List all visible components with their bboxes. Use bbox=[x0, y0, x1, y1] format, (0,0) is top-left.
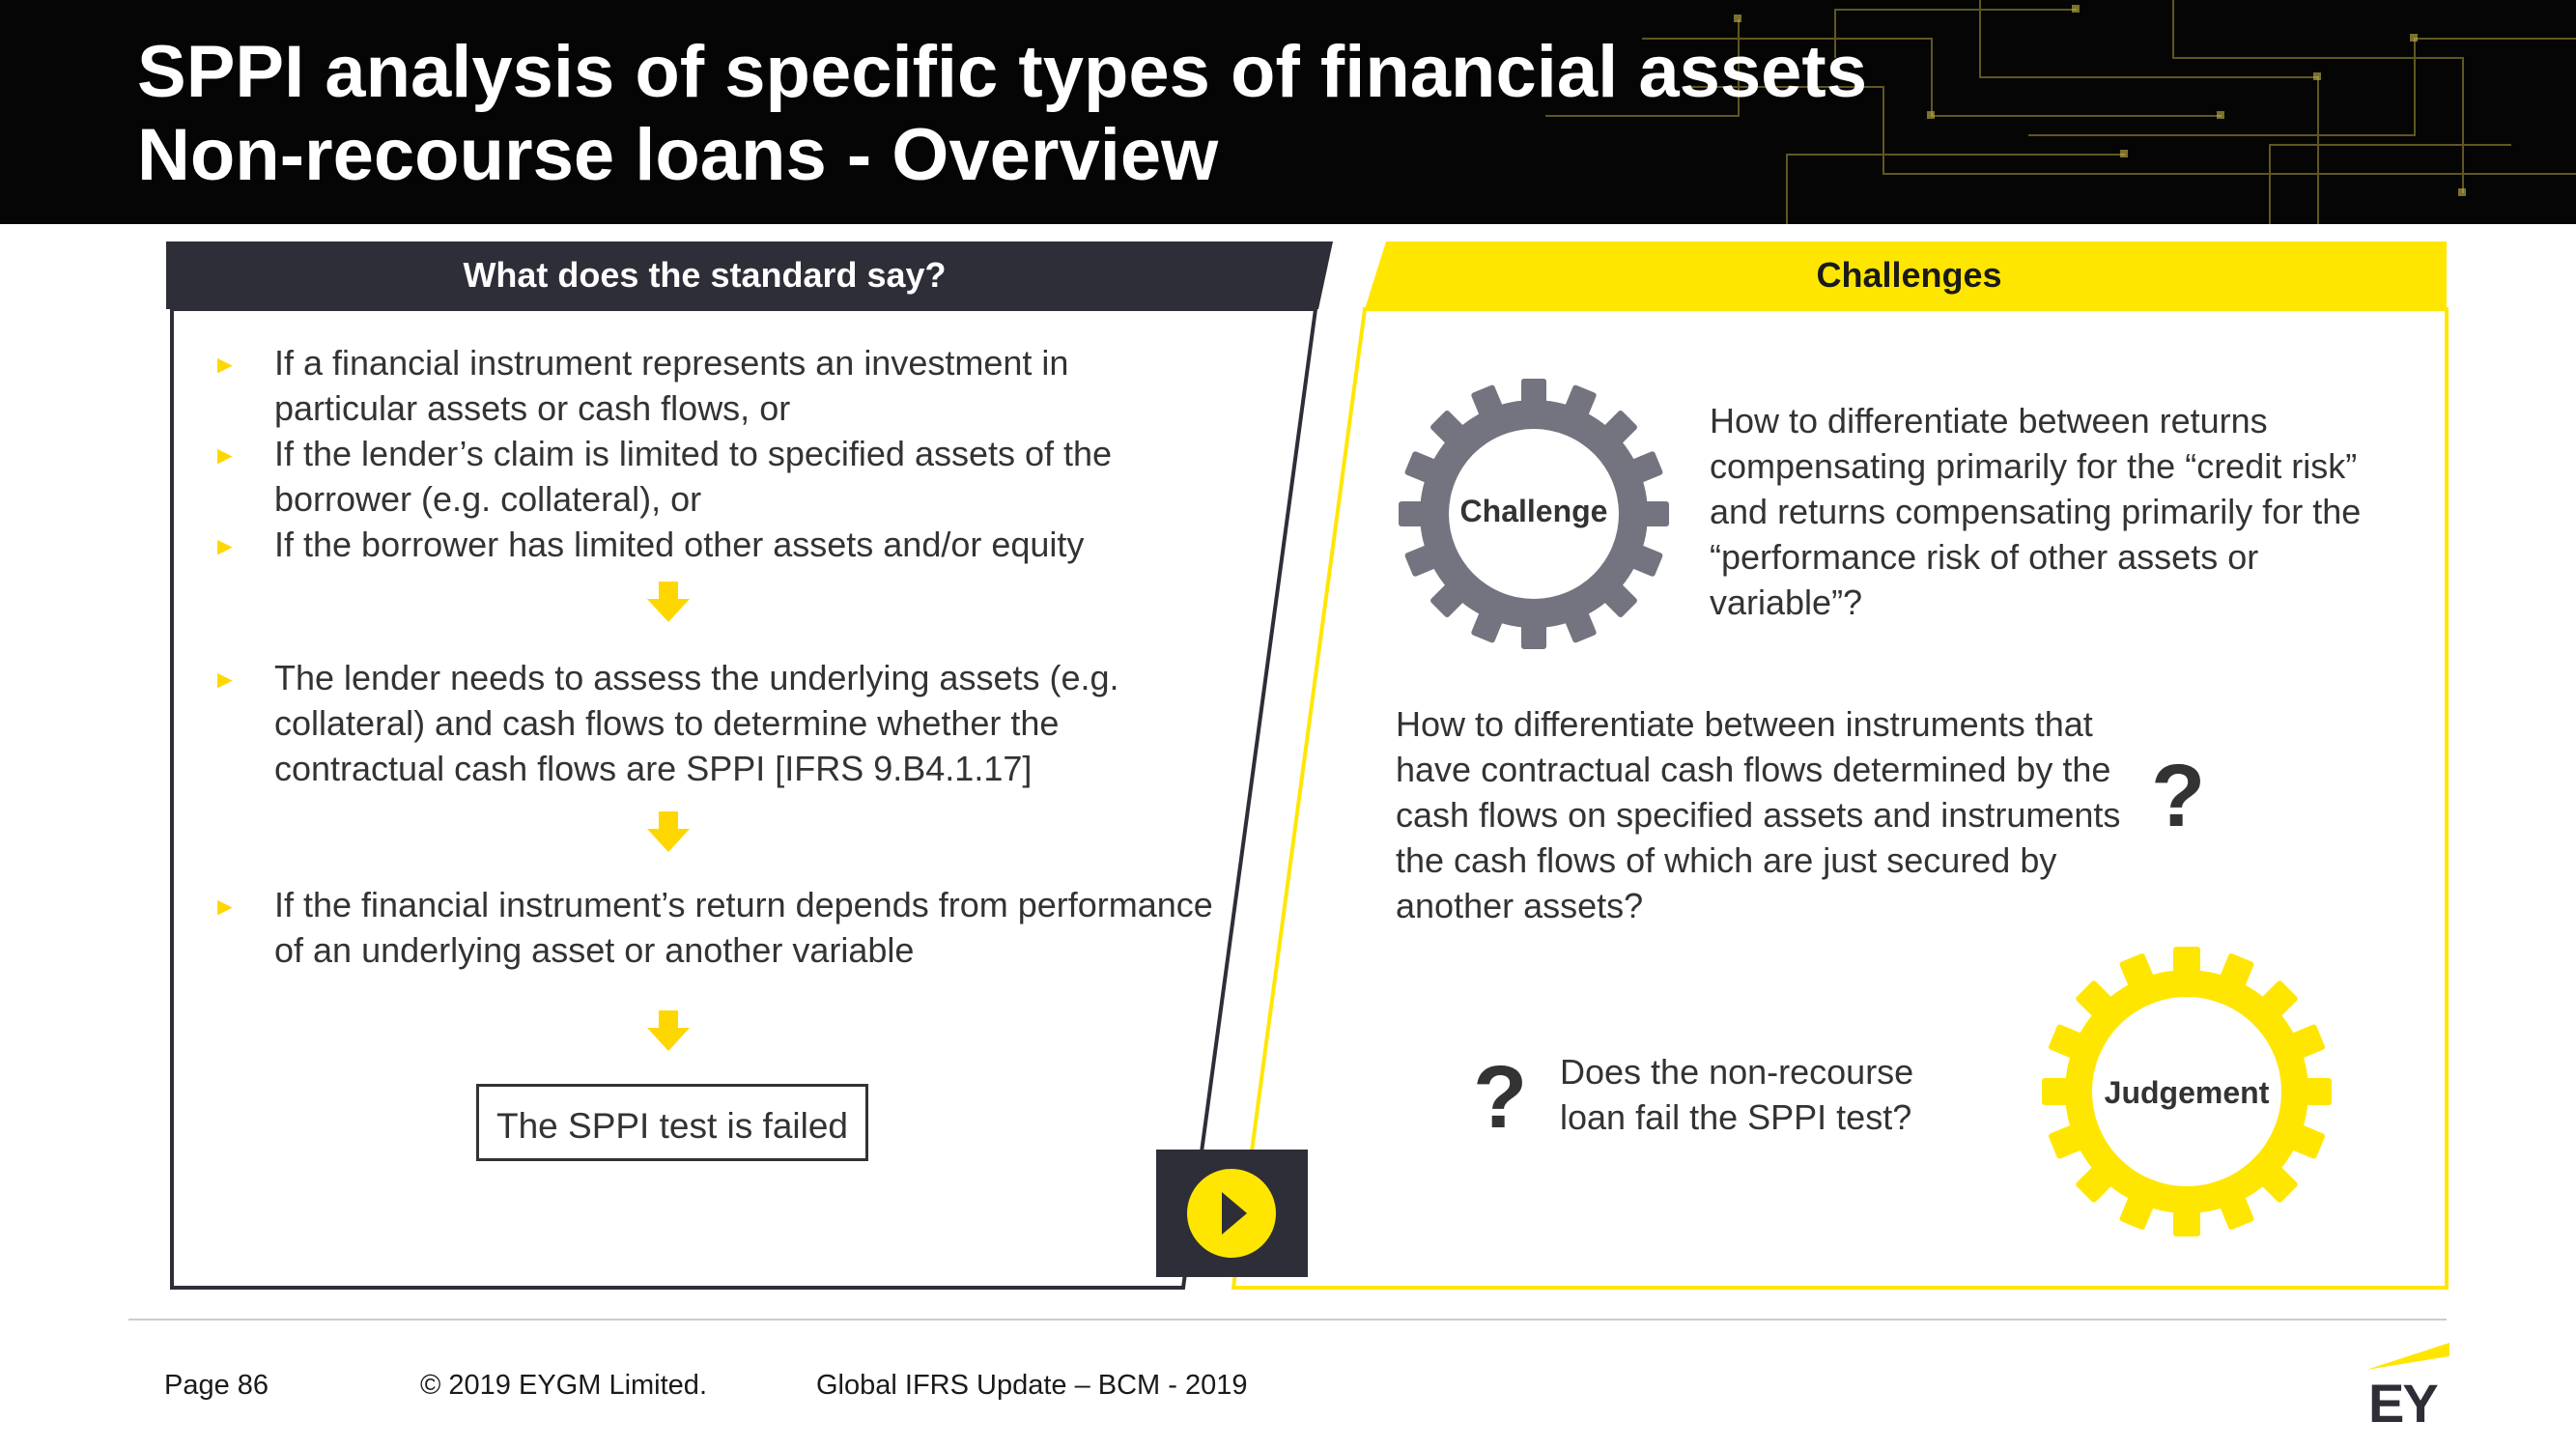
title-line-2: Non-recourse loans - Overview bbox=[137, 114, 1219, 196]
sppi-fail-question-text: Does the non-recourse loan fail the SPPI test? bbox=[1560, 1052, 1914, 1137]
down-arrow-icon bbox=[647, 582, 690, 622]
play-icon bbox=[1185, 1167, 1278, 1260]
event-name: Global IFRS Update – BCM - 2019 bbox=[816, 1370, 1248, 1401]
title-line-1: SPPI analysis of specific types of financial assets bbox=[137, 31, 1867, 113]
triangle-right-icon: ► bbox=[212, 350, 238, 379]
ey-logo-text: EY bbox=[2368, 1373, 2437, 1434]
down-arrow-icon bbox=[647, 811, 690, 852]
question-mark-icon: ? bbox=[1473, 1048, 1528, 1147]
copyright-text: © 2019 EYGM Limited. bbox=[420, 1370, 707, 1401]
ey-logo bbox=[2357, 1333, 2453, 1434]
challenge-text: How to differentiate between returns compensating primarily for the “credit risk” and returns compensating primarily for the “performance risk of other assets or variable”? bbox=[1710, 401, 2362, 622]
sppi-result-box: The SPPI test is failed bbox=[476, 1084, 868, 1161]
triangle-right-icon: ► bbox=[212, 665, 238, 694]
triangle-right-icon: ► bbox=[212, 440, 238, 469]
question-mark-icon: ? bbox=[2151, 747, 2206, 845]
judgement-gear-label: Judgement bbox=[2104, 1075, 2270, 1110]
right-panel-heading: Challenges bbox=[1816, 255, 2002, 295]
footer-divider bbox=[128, 1319, 2447, 1321]
left-panel-heading: What does the standard say? bbox=[463, 255, 947, 295]
next-button[interactable] bbox=[1156, 1150, 1308, 1277]
triangle-right-icon: ► bbox=[212, 531, 238, 560]
challenge-gear-label: Challenge bbox=[1459, 494, 1608, 528]
triangle-right-icon: ► bbox=[212, 892, 238, 921]
down-arrow-icon bbox=[647, 1010, 690, 1051]
instruments-question-text: How to differentiate between instruments that have contractual cash flows determined by the cash flows on specified assets and instruments the cash flows of which are just secured by another assets? bbox=[1396, 704, 2121, 925]
page-number: Page 86 bbox=[164, 1370, 269, 1401]
